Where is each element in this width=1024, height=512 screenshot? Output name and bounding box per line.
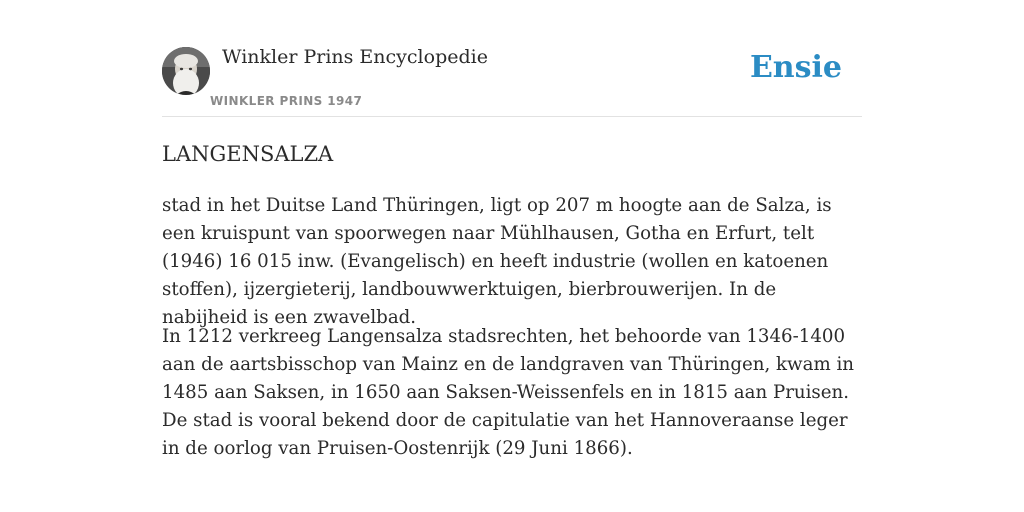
entry-paragraph: stad in het Duitse Land Thüringen, ligt op 207 m hoogte aan de Salza, is een kruispunt van spoorwegen naar Mühlhausen, Gotha en Erfurt, telt (1946) 16 015 inw. (Evangelisch) en heeft industrie (wollen en katoenen stoffen), ijzergieterij, landbouwwerktuigen, bierbrouwerijen. In de nabijheid is een zwavelbad. <box>162 195 832 328</box>
author-avatar[interactable] <box>162 47 210 95</box>
page-header <box>162 0 862 117</box>
brand-logo[interactable]: Ensie <box>749 50 842 85</box>
entry-paragraph: In 1212 verkreeg Langensalza stadsrechten, het behoorde van 1346-1400 aan de aartsbisschop van Mainz en de landgraven van Thüringen, kwam in 1485 aan Saksen, in 1650 aan Saksen-Weissenfels en in 1815 aan Pruisen. De stad is vooral bekend door de capitulatie van het Hannoveraanse leger in de oorlog van Pruisen-Oostenrijk (29 Juni 1866). <box>162 326 855 459</box>
article-page <box>162 0 862 512</box>
source-label[interactable]: WINKLER PRINS 1947 <box>210 94 363 108</box>
entry-title: LANGENSALZA <box>162 142 334 166</box>
portrait-icon <box>162 47 210 95</box>
site-title[interactable]: Winkler Prins Encyclopedie <box>222 46 488 68</box>
